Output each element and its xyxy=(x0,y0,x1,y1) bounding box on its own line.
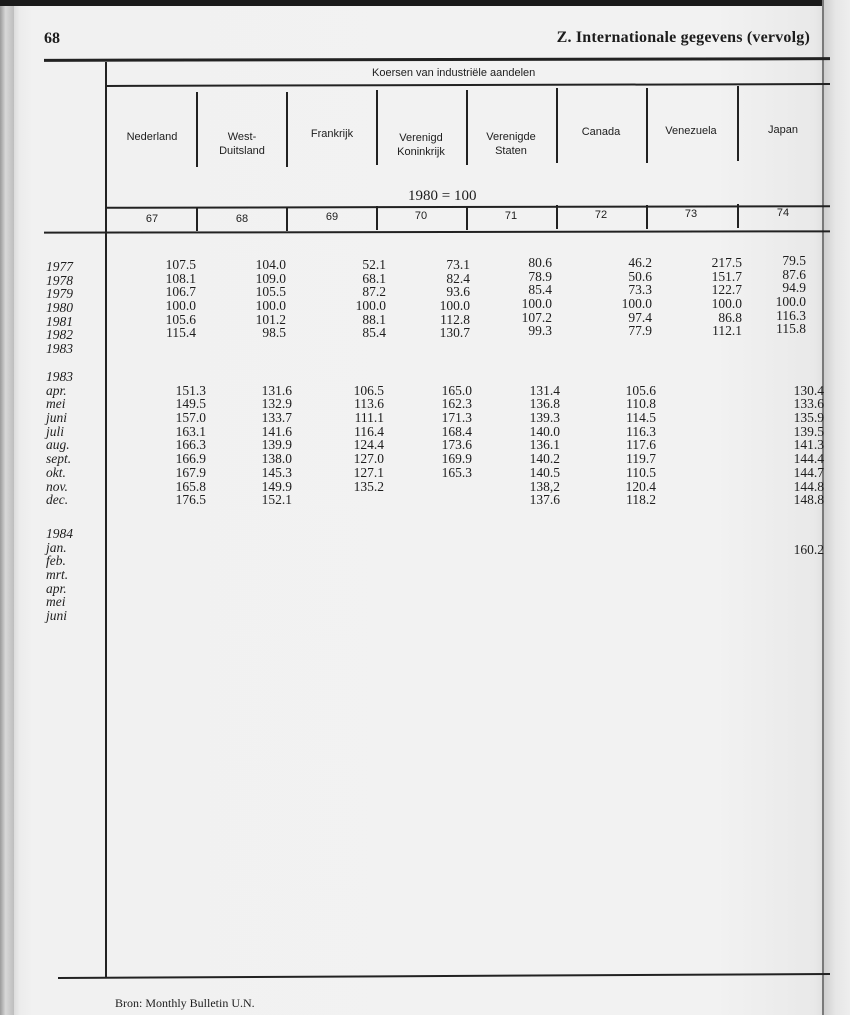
column-header-label: Verenigde xyxy=(486,131,536,143)
row-label: juli xyxy=(46,423,65,439)
table-cell: 105.6 xyxy=(165,311,196,327)
table-cell: 136.8 xyxy=(529,396,560,412)
table-cell: 68.1 xyxy=(362,270,386,286)
table-cell: 144.8 xyxy=(793,478,824,494)
table-title: Koersen van industriële aandelen xyxy=(372,67,536,79)
row-label: 1980 xyxy=(46,300,73,316)
table-cell: 88.1 xyxy=(362,311,386,327)
row-label: mei xyxy=(46,594,66,610)
column-japan-years xyxy=(760,254,806,336)
table-cell: 162.3 xyxy=(441,396,472,412)
row-label: 1977 xyxy=(46,259,73,274)
table-cell: 46.2 xyxy=(628,255,652,270)
table-cell: 107.5 xyxy=(165,257,196,272)
table-cell: 94.9 xyxy=(782,280,806,296)
table-cell: 151.7 xyxy=(711,268,742,284)
table-cell: 166.3 xyxy=(175,437,206,453)
table-cell: 114.5 xyxy=(626,410,656,426)
table-cell: 127.1 xyxy=(353,464,384,480)
column-west-duitsland-1983 xyxy=(246,370,292,507)
column-header-label: Canada xyxy=(581,126,621,138)
table-cell xyxy=(514,370,560,384)
column-header-label: Staten xyxy=(495,145,527,157)
table-cell: 50.6 xyxy=(628,268,652,284)
row-label: apr. xyxy=(46,382,67,398)
row-label: jan. xyxy=(46,539,67,555)
index-base-label: 1980 = 100 xyxy=(408,188,477,204)
column-header-west-duitsland xyxy=(198,130,286,158)
table-cell: 165.3 xyxy=(441,464,472,480)
table-cell: 109.0 xyxy=(255,270,286,286)
table-cell: 108.1 xyxy=(165,270,196,286)
table-cell: 149.9 xyxy=(261,478,292,494)
row-labels-1984-months xyxy=(46,527,73,623)
row-label: okt. xyxy=(46,464,66,480)
table-cell: 113.6 xyxy=(354,396,384,412)
column-number: 67 xyxy=(145,213,159,225)
row-label: 1984 xyxy=(46,526,73,541)
row-label: nov. xyxy=(46,478,68,494)
row-label: sept. xyxy=(46,451,72,467)
column-nederland-years xyxy=(150,258,196,340)
column-header-label: Verenigd xyxy=(399,132,443,144)
column-header-label: Nederland xyxy=(126,131,178,143)
row-label: 1981 xyxy=(46,313,73,329)
table-cell: 107.2 xyxy=(521,309,552,325)
column-frankrijk-years xyxy=(340,258,386,340)
table-cell: 106.5 xyxy=(353,382,384,398)
row-label: 1983 xyxy=(46,369,73,384)
table-cell: 144.4 xyxy=(793,451,824,467)
column-header-label: Frankrijk xyxy=(310,128,354,140)
facing-page-edge xyxy=(822,0,850,1015)
table-cell: 130.7 xyxy=(439,325,470,341)
stub-divider xyxy=(105,62,107,977)
table-cell: 131.6 xyxy=(261,382,292,398)
table-cell: 85.4 xyxy=(362,325,386,341)
table-cell: 118.2 xyxy=(626,492,656,508)
column-verenigd-koninkrijk-years xyxy=(424,258,470,340)
table-cell: 139.5 xyxy=(793,423,824,439)
row-label: mei xyxy=(46,396,66,412)
table-cell: 105.6 xyxy=(625,382,656,398)
column-header-canada xyxy=(556,125,646,139)
table-cell: 122.7 xyxy=(711,282,742,298)
table-cell: 148.8 xyxy=(793,492,824,508)
table-cell: 99.3 xyxy=(528,323,552,339)
table-cell: 135.9 xyxy=(793,410,824,426)
table-cell: 77.9 xyxy=(628,323,652,339)
table-cell: 112.1 xyxy=(712,323,742,339)
table-cell: 101.2 xyxy=(255,311,286,327)
column-header-frankrijk xyxy=(288,127,376,141)
column-nederland-1983 xyxy=(160,370,206,507)
table-cell: 133.6 xyxy=(793,396,824,412)
table-cell: 139.9 xyxy=(261,437,292,453)
table-cell: 167.9 xyxy=(175,464,206,480)
table-cell: 137.6 xyxy=(529,492,560,508)
column-canada-years xyxy=(606,256,652,338)
table-cell: 80.6 xyxy=(528,255,552,270)
table-cell: 79.5 xyxy=(782,253,806,268)
table-cell: 138,2 xyxy=(529,478,560,494)
row-label: 1983 xyxy=(46,341,73,357)
table-cell xyxy=(246,370,292,384)
table-cell: 97.4 xyxy=(628,309,652,325)
table-cell: 217.5 xyxy=(711,255,742,270)
table-cell: 73.3 xyxy=(628,282,652,298)
table-cell xyxy=(426,370,472,384)
table-cell: 157.0 xyxy=(175,410,206,426)
table-cell xyxy=(778,370,824,384)
column-canada-1983 xyxy=(610,370,656,507)
table-cell: 85.4 xyxy=(528,282,552,298)
row-label: apr. xyxy=(46,580,67,596)
column-header-label: Koninkrijk xyxy=(397,146,445,158)
column-number: 68 xyxy=(235,213,249,225)
table-cell: 168.4 xyxy=(441,423,472,439)
column-number: 72 xyxy=(594,209,608,221)
table-cell: 104.0 xyxy=(255,257,286,272)
table-cell: 166.9 xyxy=(175,451,206,467)
table-cell: 151.3 xyxy=(175,382,206,398)
table-cell: 173.6 xyxy=(441,437,472,453)
table-cell: 110.5 xyxy=(626,464,656,480)
table-cell: 140.0 xyxy=(529,423,560,439)
table-cell: 136.1 xyxy=(529,437,560,453)
column-verenigde-staten-years xyxy=(506,256,552,338)
table-cell: 100.0 xyxy=(521,296,552,312)
table-cell: 115.8 xyxy=(776,321,806,337)
table-cell: 100.0 xyxy=(711,296,742,312)
table-cell xyxy=(426,493,472,507)
table-cell: 165.8 xyxy=(175,478,206,494)
table-cell: 93.6 xyxy=(446,284,470,300)
table-cell: 100.0 xyxy=(165,298,196,314)
table-cell: 169.9 xyxy=(441,451,472,467)
table-cell: 110.8 xyxy=(626,396,656,412)
table-cell xyxy=(778,529,824,543)
row-label: 1978 xyxy=(46,272,73,288)
column-number: 71 xyxy=(504,210,518,222)
table-cell: 100.0 xyxy=(775,294,806,310)
column-number: 69 xyxy=(325,211,339,223)
table-cell: 131.4 xyxy=(529,382,560,398)
column-header-venezuela xyxy=(646,124,736,138)
table-cell: 165.0 xyxy=(441,382,472,398)
row-label: dec. xyxy=(46,492,69,508)
table-cell: 119.7 xyxy=(626,451,656,467)
table-cell: 105.5 xyxy=(255,284,286,300)
column-header-label: Venezuela xyxy=(665,125,717,137)
table-cell: 145.3 xyxy=(261,464,292,480)
column-header-japan xyxy=(738,123,828,137)
column-header-verenigde-staten xyxy=(466,130,556,158)
column-japan-1984 xyxy=(778,529,824,556)
table-cell: 138.0 xyxy=(261,451,292,467)
column-venezuela-years xyxy=(696,256,742,338)
column-number: 70 xyxy=(414,210,428,222)
table-cell: 116.3 xyxy=(776,307,806,323)
table-cell xyxy=(610,370,656,384)
table-cell xyxy=(160,370,206,384)
row-label: feb. xyxy=(46,553,66,569)
column-header-label: Japan xyxy=(768,124,798,136)
table-cell: 130.4 xyxy=(793,382,824,398)
table-cell: 135.2 xyxy=(353,478,384,494)
column-header-label: Duitsland xyxy=(219,145,265,157)
table-cell: 144.7 xyxy=(793,464,824,480)
table-cell: 82.4 xyxy=(446,270,470,286)
row-label: juni xyxy=(46,410,68,426)
table-cell xyxy=(426,480,472,494)
column-frankrijk-1983 xyxy=(338,370,384,507)
row-label: aug. xyxy=(46,437,70,453)
table-cell: 98.5 xyxy=(262,325,286,341)
table-cell: 52.1 xyxy=(362,257,386,272)
table-cell: 100.0 xyxy=(355,298,386,314)
table-cell: 139.3 xyxy=(529,410,560,426)
table-cell: 100.0 xyxy=(439,298,470,314)
table-cell: 133.7 xyxy=(261,410,292,426)
table-cell xyxy=(338,493,384,507)
column-japan-1983 xyxy=(778,370,824,507)
table-cell: 140.2 xyxy=(529,451,560,467)
table-cell: 100.0 xyxy=(255,298,286,314)
column-header-label: West- xyxy=(227,131,257,143)
column-header-nederland xyxy=(108,130,196,144)
column-number: 74 xyxy=(776,207,790,219)
table-cell: 100.0 xyxy=(621,296,652,312)
table-cell: 111.1 xyxy=(354,410,384,426)
source-note: Bron: Monthly Bulletin U.N. xyxy=(115,996,255,1010)
table-cell: 132.9 xyxy=(261,396,292,412)
table-cell: 117.6 xyxy=(626,437,656,453)
running-title: Z. Internationale gegevens (vervolg) xyxy=(556,29,810,46)
table-cell: 176.5 xyxy=(175,492,206,508)
table-cell: 73.1 xyxy=(446,257,470,272)
table-cell: 87.6 xyxy=(782,266,806,282)
column-verenigde-staten-1983 xyxy=(514,370,560,507)
book-gutter xyxy=(0,6,14,1015)
table-cell: 86.8 xyxy=(718,309,742,325)
table-cell: 171.3 xyxy=(441,410,472,426)
table-cell: 149.5 xyxy=(175,396,206,412)
table-cell: 127.0 xyxy=(353,451,384,467)
table-cell: 152.1 xyxy=(261,492,292,508)
column-west-duitsland-years xyxy=(240,258,286,340)
table-cell: 141.6 xyxy=(261,423,292,439)
column-header-verenigd-koninkrijk xyxy=(376,131,466,159)
table-cell xyxy=(338,370,384,384)
column-number: 73 xyxy=(684,208,698,220)
table-cell: 124.4 xyxy=(353,437,384,453)
table-cell: 141.3 xyxy=(793,437,824,453)
table-cell: 116.4 xyxy=(354,423,384,439)
row-labels-1983-months xyxy=(46,370,73,507)
table-cell: 140.5 xyxy=(529,464,560,480)
table-cell: 87.2 xyxy=(362,284,386,300)
row-label: mrt. xyxy=(46,567,69,583)
table-cell: 116.3 xyxy=(626,423,656,439)
table-cell: 160.2 xyxy=(793,541,824,557)
row-label: juni xyxy=(46,608,68,624)
table-cell: 120.4 xyxy=(625,478,656,494)
page-number: 68 xyxy=(44,30,60,47)
table-cell: 112.8 xyxy=(440,311,470,327)
row-labels-years xyxy=(46,260,73,356)
table-cell: 106.7 xyxy=(165,284,196,300)
table-cell: 115.4 xyxy=(166,325,196,341)
column-verenigd-koninkrijk-1983 xyxy=(426,370,472,507)
row-label: 1979 xyxy=(46,286,73,302)
row-label: 1982 xyxy=(46,327,73,343)
table-cell: 163.1 xyxy=(175,423,206,439)
table-cell: 78.9 xyxy=(528,268,552,284)
